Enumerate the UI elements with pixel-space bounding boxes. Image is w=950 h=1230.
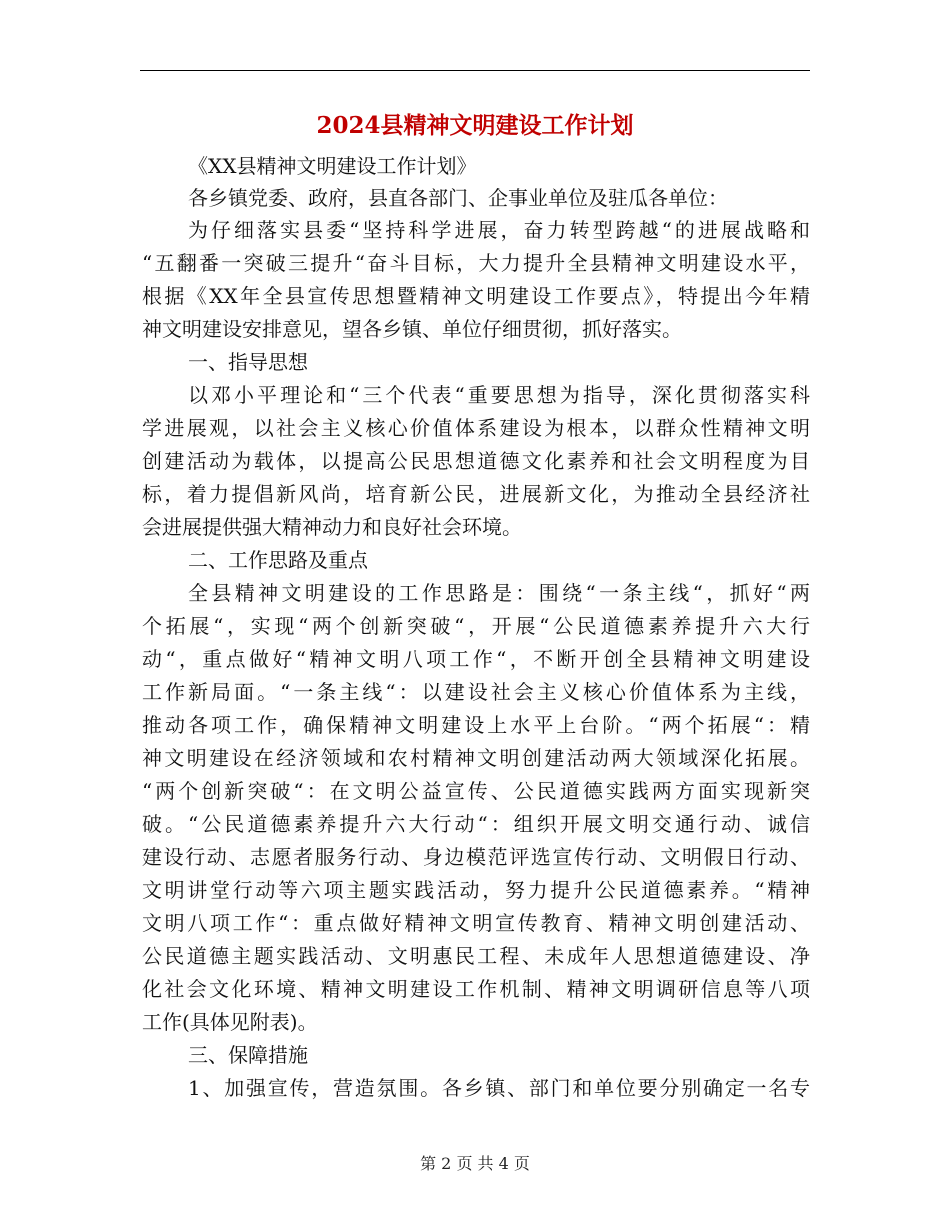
body-line: 动“，重点做好“精神文明八项工作“，不断开创全县精神文明建设 bbox=[142, 647, 810, 671]
body-line: 破。“公民道德素养提升六大行动“：组织开展文明交通行动、诚信 bbox=[142, 812, 810, 836]
body-line: 文明讲堂行动等六项主题实践活动，努力提升公民道德素养。“精神 bbox=[142, 878, 810, 902]
document-title: 2024县精神文明建设工作计划 bbox=[316, 112, 634, 139]
body-line: 创建活动为载体，以提高公民思想道德文化素养和社会文明程度为目 bbox=[142, 449, 810, 473]
body-line: 神文明建设在经济领域和农村精神文明创建活动两大领域深化拓展。 bbox=[142, 746, 810, 770]
body-line: 神文明建设安排意见，望各乡镇、单位仔细贯彻，抓好落实。 bbox=[142, 317, 682, 341]
body-line: “五翻番一突破三提升“奋斗目标，大力提升全县精神文明建设水平， bbox=[142, 251, 810, 275]
body-line: 全县精神文明建设的工作思路是：围绕“一条主线“，抓好“两 bbox=[188, 581, 810, 605]
body-line: 建设行动、志愿者服务行动、身边模范评选宣传行动、文明假日行动、 bbox=[142, 845, 810, 869]
page-indicator: 第 2 页 共 4 页 bbox=[420, 1154, 530, 1173]
body-line: 个拓展“，实现“两个创新突破“，开展“公民道德素养提升六大行 bbox=[142, 614, 810, 638]
body-line: 文明八项工作“：重点做好精神文明宣传教育、精神文明创建活动、 bbox=[142, 911, 810, 935]
section-heading-1: 一、指导思想 bbox=[188, 350, 308, 374]
header-rule bbox=[140, 70, 810, 71]
section-heading-3: 三、保障措施 bbox=[188, 1043, 308, 1067]
body-line: 会进展提供强大精神动力和良好社会环境。 bbox=[142, 515, 522, 539]
body-line: 工作新局面。“一条主线“：以建设社会主义核心价值体系为主线， bbox=[142, 680, 810, 704]
salutation: 各乡镇党委、政府，县直各部门、企事业单位及驻瓜各单位： bbox=[188, 186, 728, 210]
doc-subtitle: 《XX县精神文明建设工作计划》 bbox=[188, 154, 477, 178]
body-line: 标，着力提倡新风尚，培育新公民，进展新文化，为推动全县经济社 bbox=[142, 482, 810, 506]
body-line: 公民道德主题实践活动、文明惠民工程、未成年人思想道德建设、净 bbox=[142, 944, 810, 968]
section-heading-2: 二、工作思路及重点 bbox=[188, 548, 368, 572]
body-line: 以邓小平理论和“三个代表“重要思想为指导，深化贯彻落实科 bbox=[188, 383, 810, 407]
body-line: 1、加强宣传，营造氛围。各乡镇、部门和单位要分别确定一名专 bbox=[188, 1076, 810, 1100]
body-line: 化社会文化环境、精神文明建设工作机制、精神文明调研信息等八项 bbox=[142, 977, 810, 1001]
body-line: 学进展观，以社会主义核心价值体系建设为根本，以群众性精神文明 bbox=[142, 416, 810, 440]
body-line: 根据《XX年全县宣传思想暨精神文明建设工作要点》，特提出今年精 bbox=[142, 284, 810, 308]
body-line: 推动各项工作，确保精神文明建设上水平上台阶。“两个拓展“：精 bbox=[142, 713, 810, 737]
body-line: “两个创新突破“：在文明公益宣传、公民道德实践两方面实现新突 bbox=[142, 779, 810, 803]
body-line: 为仔细落实县委“坚持科学进展，奋力转型跨越“的进展战略和 bbox=[188, 218, 810, 242]
body-line: 工作(具体见附表)。 bbox=[142, 1010, 318, 1034]
